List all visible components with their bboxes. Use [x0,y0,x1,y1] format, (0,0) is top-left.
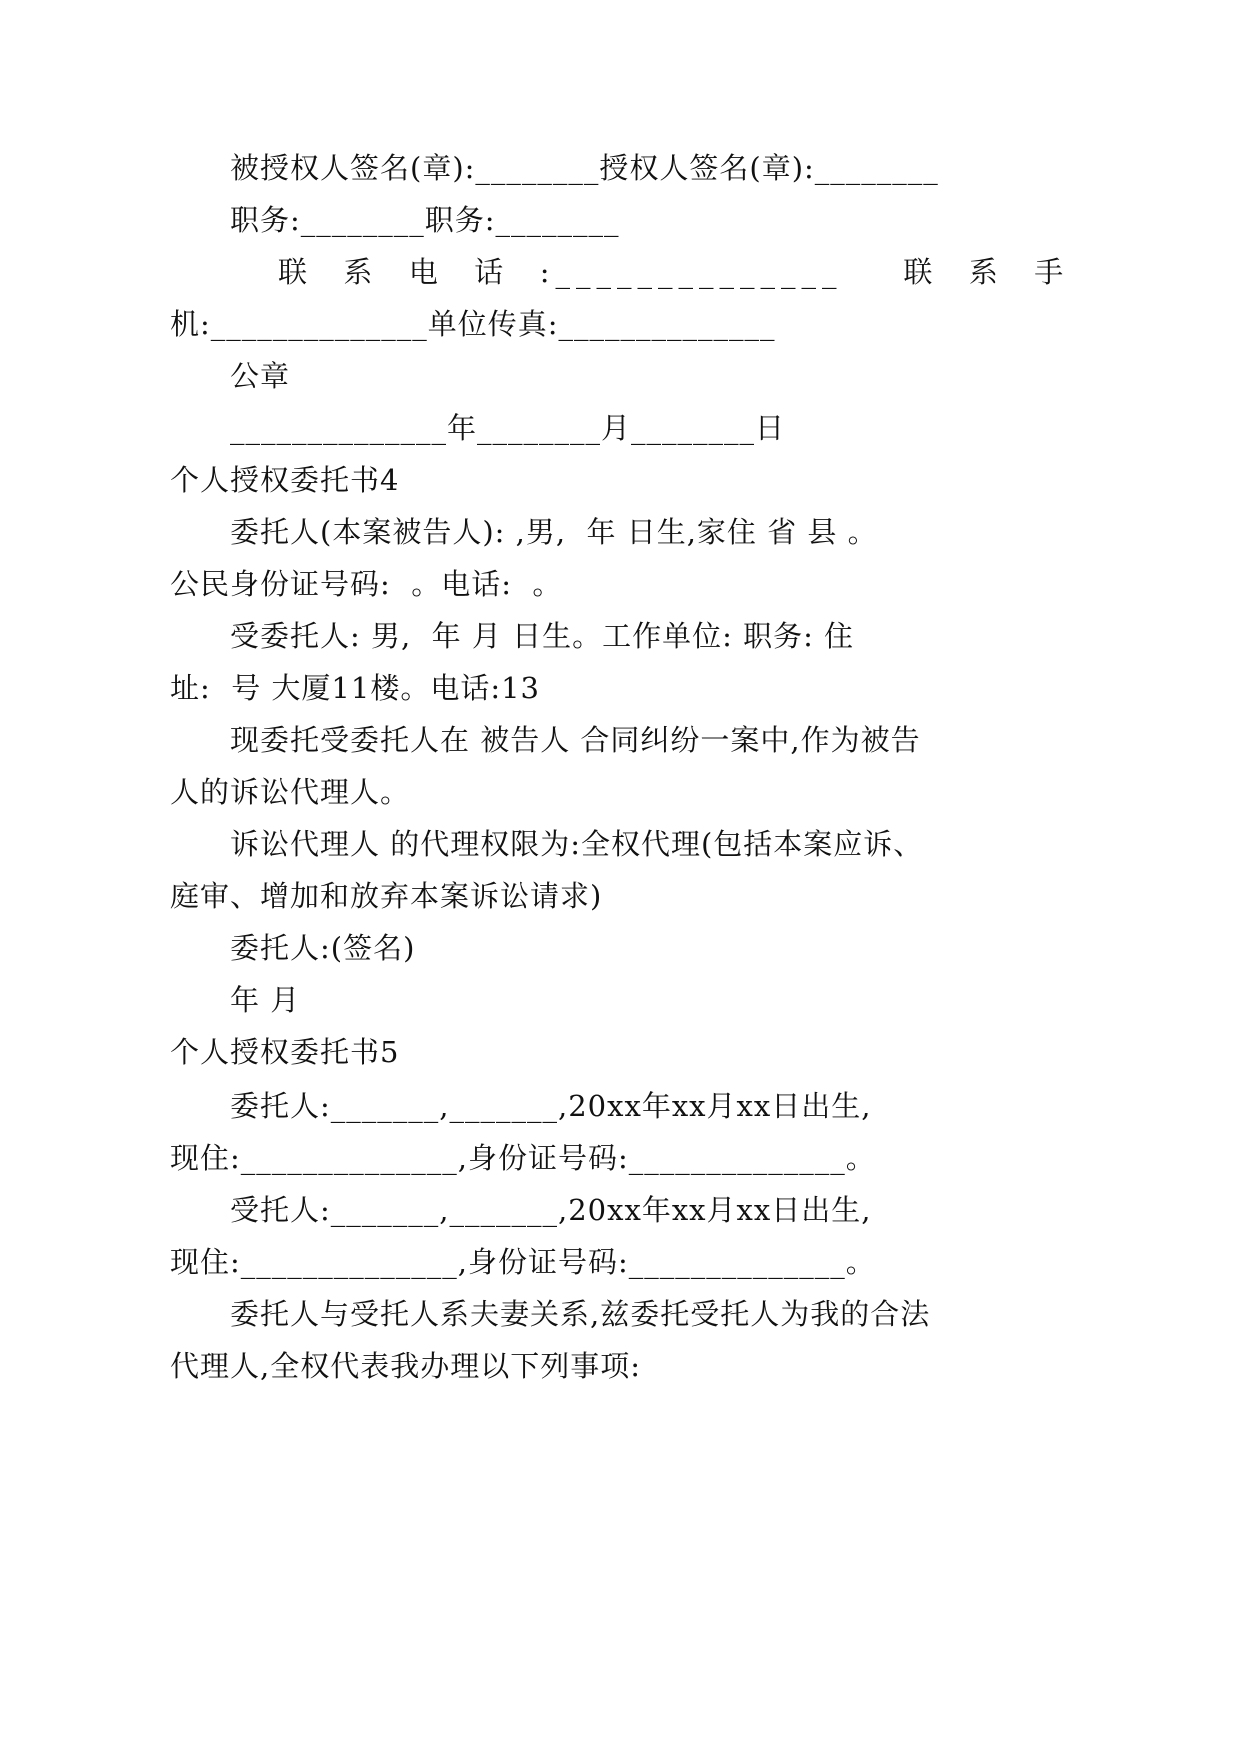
official-seal-label: 公章 [230,359,291,393]
date-line: ______________年________月________日 [230,411,786,445]
relationship-line-1: 委托人与受托人系夫妻关系,兹委托受托人为我的合法 [230,1297,931,1331]
authorized-signature-line: 被授权人签名(章):________授权人签名(章):________ [230,151,939,185]
mobile-fax-line: 机:______________单位传真:______________ [170,307,776,341]
contact-phone-line: 联 系 电 话 :______________ 联 系 手 [278,255,1070,289]
entrust-line-1: 现委托受委托人在 被告人 合同纠纷一案中,作为被告 [230,723,921,757]
agent-address-line: 址: 号 大厦11楼。电话:13 [170,671,540,705]
section-title-5: 个人授权委托书5 [170,1035,400,1069]
position-line: 职务:________职务:________ [230,203,620,237]
principal-address-line: 现住:______________,身份证号码:______________。 [170,1141,876,1175]
trustee-info-line: 受托人:_______,_______,20xx年xx月xx日出生, [230,1193,872,1227]
principal-signature-line: 委托人:(签名) [230,931,416,965]
year-month-line: 年 月 [230,983,301,1017]
principal-info-line: 委托人:_______,_______,20xx年xx月xx日出生, [230,1089,872,1123]
id-phone-line: 公民身份证号码: 。电话: 。 [170,567,563,601]
principal-line: 委托人(本案被告人): ,男, 年 日生,家住 省 县 。 [230,515,878,549]
authority-line-2: 庭审、增加和放弃本案诉讼请求) [170,879,603,913]
agent-line: 受委托人: 男, 年 月 日生。工作单位: 职务: 住 [230,619,855,653]
relationship-line-2: 代理人,全权代表我办理以下列事项: [170,1349,641,1383]
entrust-line-2: 人的诉讼代理人。 [170,775,411,809]
trustee-address-line: 现住:______________,身份证号码:______________。 [170,1245,876,1279]
authority-line-1: 诉讼代理人 的代理权限为:全权代理(包括本案应诉、 [230,827,924,861]
section-title-4: 个人授权委托书4 [170,463,400,497]
